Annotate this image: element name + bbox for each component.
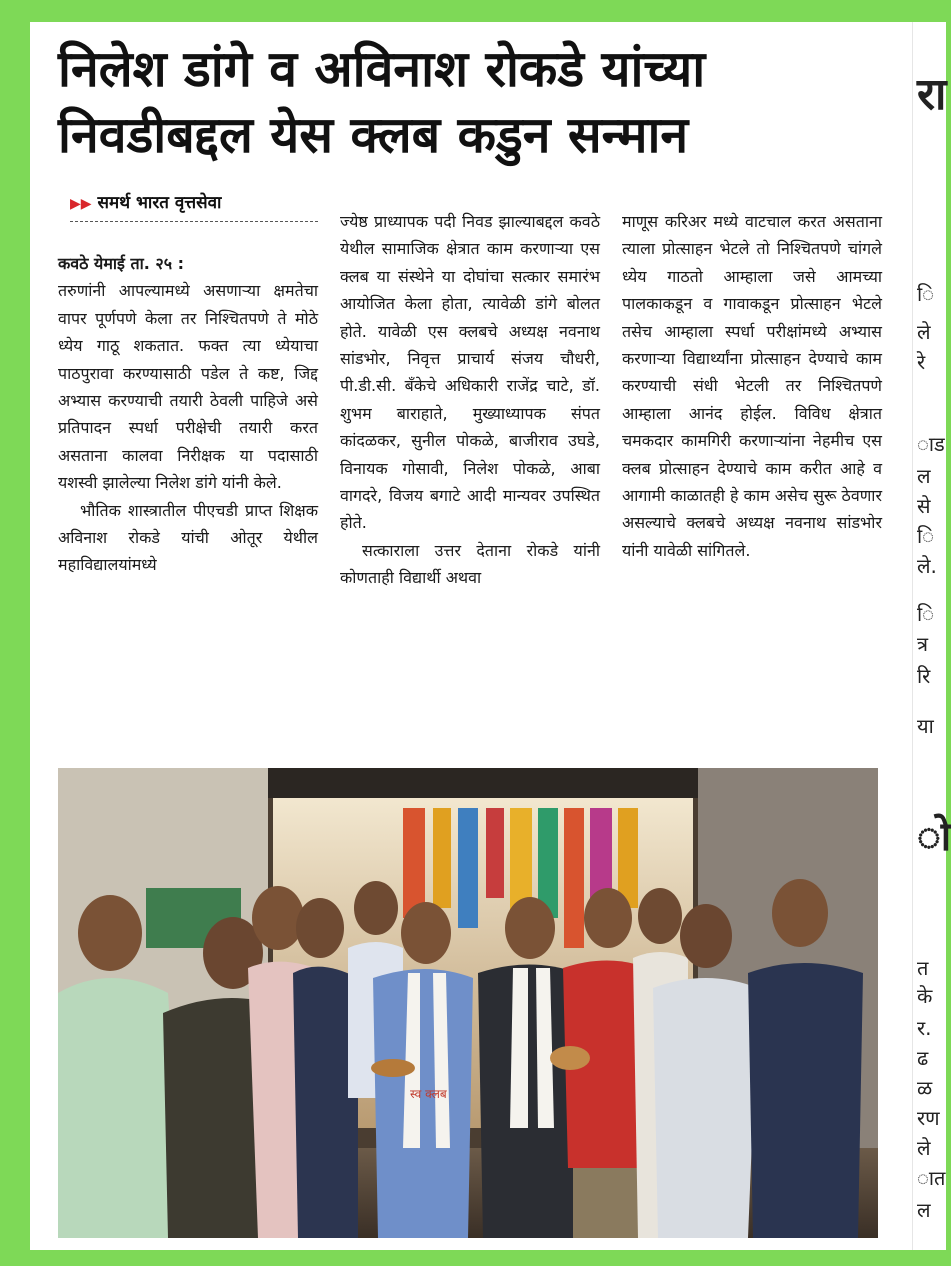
adjacent-article-edge xyxy=(912,22,951,1250)
edge-fragment: रा xyxy=(917,69,947,120)
article-column-2 xyxy=(340,208,600,592)
edge-fragment: ढ xyxy=(917,1046,929,1070)
headline-line-2: निवडीबद्दल येस क्लब कडुन सन्मान xyxy=(58,106,689,164)
edge-fragment: रि xyxy=(917,664,931,688)
edge-fragment: ात xyxy=(917,1166,946,1190)
edge-fragment: ले xyxy=(917,320,931,344)
paragraph: भौतिक शास्त्रातील पीएचडी प्राप्त शिक्षक अविनाश रोकडे यांची ओतूर येथील महाविद्यालयांमध्ये xyxy=(58,500,318,575)
group-felicitation-photo xyxy=(58,768,878,1238)
edge-fragment: त्र xyxy=(917,632,929,656)
edge-fragment: ाड xyxy=(917,432,945,456)
edge-fragment: ले. xyxy=(917,554,937,578)
edge-fragment: के xyxy=(917,984,933,1008)
edge-fragment: त xyxy=(917,956,929,980)
edge-fragment: से xyxy=(917,494,931,518)
news-photo xyxy=(58,768,878,1238)
fast-forward-icon: ▶▶ xyxy=(70,196,92,212)
paragraph: ज्येष्ठ प्राध्यापक पदी निवड झाल्याबद्दल कवठे येथील सामाजिक क्षेत्रात काम करणाऱ्या एस क्लब या संस्थेने या दोघांचा सत्कार समारंभ आयोजित केला होता, त्यावेळी डांगे बोलत होते. यावेळी एस क्लबचे अध्यक्ष नवनाथ सांडभोर, निवृत्त प्राचार्य संजय चौधरी, पी.डी.सी. बँकेचे अधिकारी राजेंद्र चाटे, डॉ. शुभम बाराहाते, मुख्याध्यापक संपत कांदळकर, सुनील पोकळे, बाजीराव उघडे, विनायक गोसावी, निलेश पोकळे, आबा वागदरे, विजय बगाटे आदी मान्यवर उपस्थित होते. xyxy=(340,212,600,533)
byline-text: समर्थ भारत वृत्तसेवा xyxy=(97,193,222,213)
edge-fragment: ले xyxy=(917,1136,931,1160)
newspaper-clipping xyxy=(30,22,912,1250)
edge-fragment: ि xyxy=(917,524,935,548)
edge-fragment: ल xyxy=(917,1198,931,1222)
edge-fragment: या xyxy=(917,714,934,738)
paragraph: तरुणांनी आपल्यामध्ये असणाऱ्या क्षमतेचा वापर पूर्णपणे केला तर निश्चितपणे ते मोठे ध्येय गाठू शकतात. फक्त त्या ध्येयाचा पाठपुरावा करण्यासाठी पडेल ते कष्ट, जिद्द अभ्यास करण्याची तयारी ठेवली पाहिजे असे प्रतिपादन स्पर्धा परीक्षेची तयारी करत असताना कालवा निरीक्षक या पदासाठी यशस्वी झालेल्या निलेश डांगे यांनी केले. xyxy=(58,281,318,493)
article-column-3 xyxy=(622,208,882,564)
edge-fragment: ळ xyxy=(917,1076,933,1100)
edge-fragment: रण xyxy=(917,1106,940,1130)
edge-fragment: र. xyxy=(917,1016,932,1040)
edge-fragment: ि xyxy=(917,602,935,626)
edge-fragment: ि xyxy=(917,282,935,306)
dateline: कवठे येमाई ता. २५ : xyxy=(58,254,184,273)
edge-fragment: ल xyxy=(917,464,931,488)
headline-line-1: निलेश डांगे व अविनाश रोकडे यांच्या xyxy=(58,40,706,98)
headline xyxy=(58,36,898,168)
paragraph: सत्काराला उत्तर देताना रोकडे यांनी कोणताही विद्यार्थी अथवा xyxy=(340,540,600,588)
scarf-text: स्व क्लब xyxy=(410,1087,447,1101)
byline xyxy=(70,190,318,222)
article-column-1 xyxy=(58,250,318,579)
paragraph: माणूस करिअर मध्ये वाटचाल करत असताना त्याला प्रोत्साहन भेटले तो निश्चितपणे चांगले ध्येय गाठतो आम्हाला जसे आमच्या पालकाकडून व गावाकडून प्रोत्साहन भेटले तसेच आम्हाला स्पर्धा परीक्षांमध्ये अभ्यास करणाऱ्या विद्यार्थ्यांना प्रोत्साहन देण्याचे काम करण्याची संधी भेटली तर निश्चितपणे आम्हाला आनंद होईल. विविध क्षेत्रात चमकदार कामगिरी करणाऱ्यांना नेहमीच एस क्लब प्रोत्साहन देण्याचे काम करीत आहे व आगामी काळातही हे काम असेच सुरू ठेवणार असल्याचे क्लबचे अध्यक्ष नवनाथ सांडभोर यांनी यावेळी सांगितले. xyxy=(622,212,882,560)
edge-fragment: रे xyxy=(917,350,926,374)
edge-fragment: ो xyxy=(917,814,951,860)
